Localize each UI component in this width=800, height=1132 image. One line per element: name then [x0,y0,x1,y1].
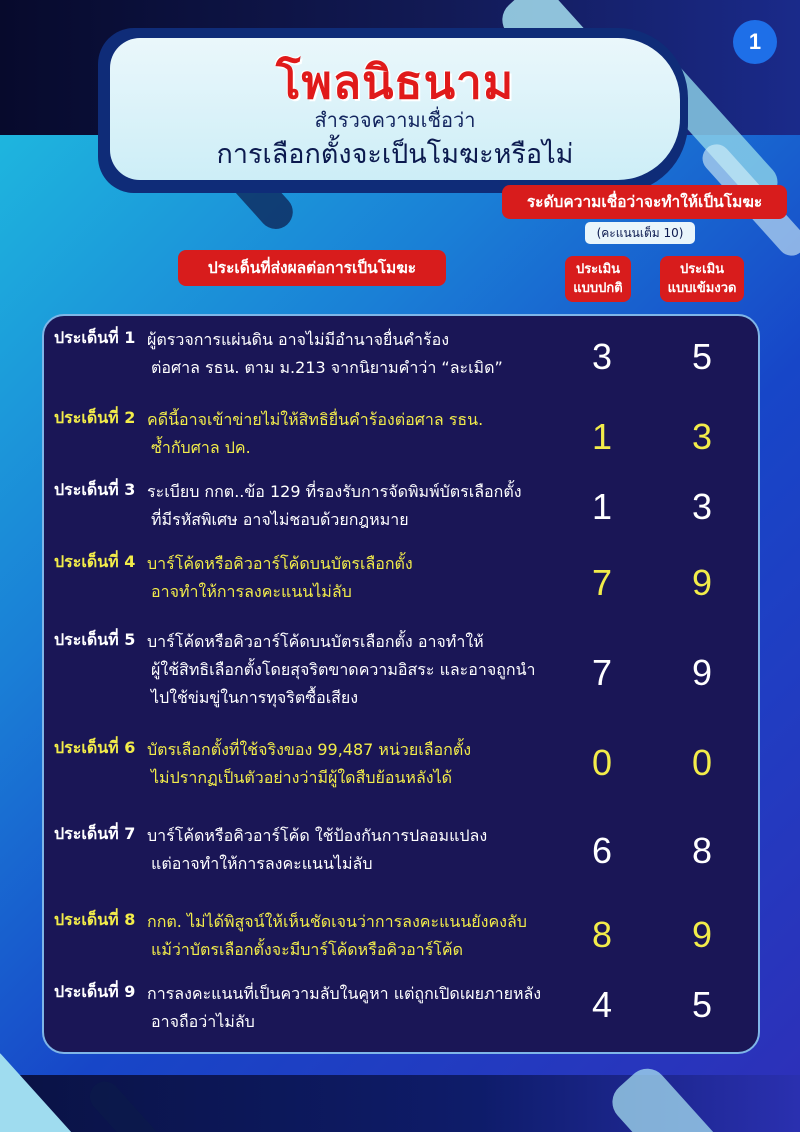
poll-title: โพลนิธนาม [275,55,515,109]
normal-score: 1 [591,416,613,457]
issue-label: ประเด็นที่ 8 [54,910,136,929]
title-box [110,38,680,180]
issue-label: ประเด็นที่ 9 [54,982,136,1001]
issue-label: ประเด็นที่ 5 [54,630,136,649]
issue-text: ผู้ตรวจการแผ่นดิน อาจไม่มีอำนาจยื่นคำร้อง ต่อศาล รธน. ตาม ม.213 จากนิยามคำว่า “ละเมิด” [147,330,503,377]
normal-score: 0 [591,742,613,783]
issue-label: ประเด็นที่ 4 [54,552,136,571]
strict-score: 3 [691,416,713,457]
strict-assessment-header [660,256,744,302]
normal-score: 4 [591,984,613,1025]
strict-score: 8 [691,830,713,871]
issue-text: คดีนี้อาจเข้าข่ายไม่ให้สิทธิยื่นคำร้องต่อศาล รธน. ซ้ำกับศาล ปค. [147,410,484,457]
normal-score: 7 [591,562,613,603]
full-score-note: (คะแนนเต็ม 10) [585,222,695,244]
strict-score: 9 [691,652,713,693]
strict-score: 9 [691,914,713,955]
normal-score: 3 [591,336,613,377]
normal-score: 7 [591,652,613,693]
normal-header-line2: แบบปกติ [573,281,623,296]
strict-score: 9 [691,562,713,603]
issue-text: การลงคะแนนที่เป็นความลับในคูหา แต่ถูกเปิดเผยภายหลัง อาจถือว่าไม่ลับ [147,984,542,1031]
issue-label: ประเด็นที่ 2 [54,408,136,427]
strict-score: 5 [691,336,713,377]
normal-score: 6 [591,830,613,871]
issue-label: ประเด็นที่ 7 [54,824,136,843]
poll-subtitle: สำรวจความเชื่อว่า [314,108,476,132]
issue-text: กกต. ไม่ได้พิสูจน์ให้เห็นชัดเจนว่าการลงคะแนนยังคงลับ แม้ว่าบัตรเลือกตั้งจะมีบาร์โค้ดหรือคิวอาร์โค้ด [147,912,527,959]
issue-text: บัตรเลือกตั้งที่ใช้จริงของ 99,487 หน่วยเลือกตั้ง ไม่ปรากฏเป็นตัวอย่างว่ามีผู้ใดสืบย้อนหลังได้ [147,740,472,787]
issue-label: ประเด็นที่ 1 [54,328,136,347]
issue-label: ประเด็นที่ 6 [54,738,136,757]
normal-score: 8 [591,914,613,955]
poll-headline: การเลือกตั้งจะเป็นโมฆะหรือไม่ [216,139,574,170]
strict-score: 3 [691,486,713,527]
issue-label: ประเด็นที่ 3 [54,480,136,499]
normal-header-line1: ประเมิน [575,262,621,277]
page-number-badge: 1 [733,20,777,64]
strict-score: 0 [691,742,713,783]
belief-level-header: ระดับความเชื่อว่าจะทำให้เป็นโมฆะ [502,185,787,219]
issue-column-header: ประเด็นที่ส่งผลต่อการเป็นโมฆะ [178,250,446,286]
strict-score: 5 [691,984,713,1025]
strict-header-line2: แบบเข้มงวด [667,281,737,296]
normal-assessment-header [565,256,631,302]
issue-text: บาร์โค้ดหรือคิวอาร์โค้ด ใช้ป้องกันการปลอมแปลง แต่อาจทำให้การลงคะแนนไม่ลับ [147,826,488,873]
issue-text: ระเบียบ กกต..ข้อ 129 ที่รองรับการจัดพิมพ์บัตรเลือกตั้ง ที่มีรหัสพิเศษ อาจไม่ชอบด้วยกฎหมาย [147,482,522,529]
normal-score: 1 [591,486,613,527]
issue-text: บาร์โค้ดหรือคิวอาร์โค้ดบนบัตรเลือกตั้ง อาจทำให้ ผู้ใช้สิทธิเลือกตั้งโดยสุจริตขาดความอิสระ และอาจถูกนำ ไปใช้ข่มขู่ในการทุจริตซื้อเสียง [147,632,536,707]
issues-panel [42,314,760,1054]
strict-header-line1: ประเมิน [679,262,725,277]
issue-text: บาร์โค้ดหรือคิวอาร์โค้ดบนบัตรเลือกตั้ง อาจทำให้การลงคะแนนไม่ลับ [147,554,413,601]
